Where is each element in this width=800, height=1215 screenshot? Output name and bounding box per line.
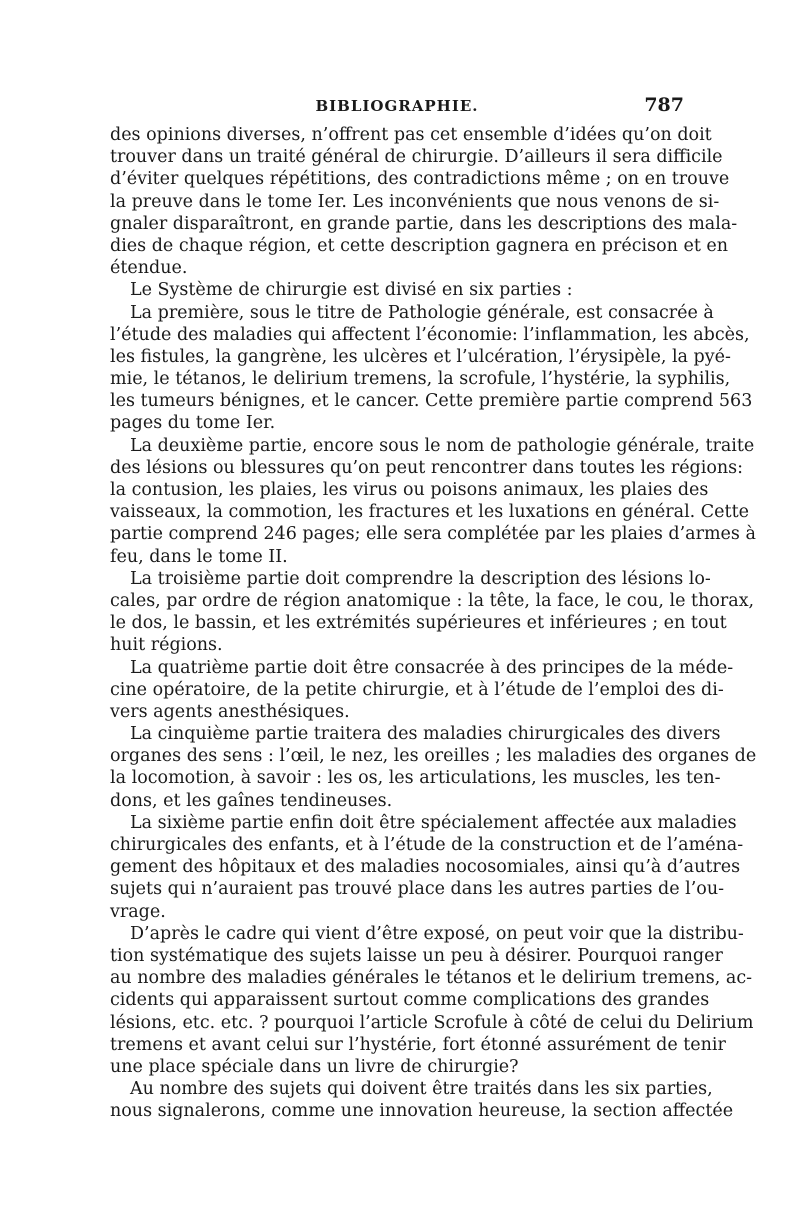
text-line: Le Système de chirurgie est divisé en six parties : (130, 280, 573, 301)
text-line: organes des sens : l’œil, le nez, les oreilles ; les maladies des organes de (110, 746, 757, 767)
text-line: Au nombre des sujets qui doivent être traités dans les six parties, (130, 1079, 713, 1100)
text-line: d’éviter quelques répétitions, des contradictions même ; on en trouve (110, 169, 730, 190)
text-line: vaisseaux, la commotion, les fractures et les luxations en général. Cette (110, 502, 749, 523)
text-line: des lésions ou blessures qu’on peut rencontrer dans toutes les régions: (110, 457, 744, 478)
text-line: lésions, etc. etc. ? pourquoi l’article Scrofule à côté de celui du Delirium (110, 1012, 754, 1033)
text-line: partie comprend 246 pages; elle sera complétée par les plaies d’armes à (110, 524, 756, 545)
text-line: dons, et les gaînes tendineuses. (110, 790, 393, 811)
text-line: La troisième partie doit comprendre la description des lésions lo- (130, 568, 711, 589)
text-line: chirurgicales des enfants, et à l’étude de la construction et de l’aména- (110, 835, 744, 855)
text-line: gnaler disparaîtront, en grande partie, dans les descriptions des mala- (110, 213, 738, 234)
text-line: La première, sous le titre de Pathologie générale, est consacrée à (130, 302, 714, 323)
text-line: La sixième partie enfin doit être spécialement affectée aux maladies (130, 812, 737, 833)
text-line: La deuxième partie, encore sous le nom de pathologie générale, traite (130, 435, 755, 456)
text-line: le dos, le bassin, et les extrémités supérieures et inférieures ; en tout (110, 613, 727, 634)
text-line: la preuve dans le tome Ier. Les inconvénients que nous venons de si- (110, 191, 720, 212)
page-number: 787 (644, 94, 684, 116)
text-line: huit régions. (110, 635, 223, 656)
text-line: gement des hôpitaux et des maladies nocosomiales, ainsi qu’à d’autres (110, 857, 741, 878)
text-line: cidents qui apparaissent surtout comme complications des grandes (110, 990, 710, 1011)
text-line: étendue. (110, 258, 188, 279)
body-text (110, 124, 757, 1122)
text-line: nous signalerons, comme une innovation heureuse, la section affectée (110, 1101, 734, 1122)
running-title: BIBLIOGRAPHIE. (315, 97, 479, 115)
text-line: La cinquième partie traitera des maladies chirurgicales des divers (130, 724, 721, 745)
text-line: mie, le tétanos, le delirium tremens, la scrofule, l’hystérie, la syphilis, (110, 369, 731, 390)
text-line: tion systématique des sujets laisse un peu à désirer. Pourquoi ranger (110, 945, 723, 966)
text-line: l’étude des maladies qui affectent l’économie: l’inflammation, les abcès, (110, 324, 750, 345)
text-line: La quatrième partie doit être consacrée à des principes de la méde- (130, 657, 734, 678)
text-line: au nombre des maladies générales le tétanos et le delirium tremens, ac- (110, 968, 753, 989)
text-line: tremens et avant celui sur l’hystérie, fort étonné assurément de tenir (110, 1034, 726, 1055)
text-line: les fistules, la gangrène, les ulcères et l’ulcération, l’érysipèle, la pyé- (110, 346, 731, 367)
text-line: vers agents anesthésiques. (110, 701, 350, 722)
text-line: la locomotion, à savoir : les os, les articulations, les muscles, les ten- (110, 768, 721, 789)
text-line: pages du tome Ier. (110, 413, 276, 434)
text-line: sujets qui n’auraient pas trouvé place dans les autres parties de l’ou- (110, 879, 725, 900)
text-line: trouver dans un traité général de chirurgie. D’ailleurs il sera difficile (110, 147, 723, 168)
text-line: D’après le cadre qui vient d’être exposé, on peut voir que la distribu- (130, 923, 744, 944)
text-line: cales, par ordre de région anatomique : la tête, la face, le cou, le thorax, (110, 590, 755, 611)
text-line: les tumeurs bénignes, et le cancer. Cette première partie comprend 563 (110, 391, 753, 412)
text-line: des opinions diverses, n’offrent pas cet ensemble d’idées qu’on doit (110, 125, 712, 145)
text-line: dies de chaque région, et cette description gagnera en précison et en (110, 235, 729, 256)
running-head (110, 94, 684, 121)
text-line: la contusion, les plaies, les virus ou poisons animaux, les plaies des (110, 480, 709, 500)
text-line: cine opératoire, de la petite chirurgie, et à l’étude de l’emploi des di- (110, 679, 724, 700)
text-line: feu, dans le tome II. (110, 546, 288, 567)
text-line: vrage. (110, 901, 166, 922)
text-line: une place spéciale dans un livre de chirurgie? (110, 1056, 519, 1077)
